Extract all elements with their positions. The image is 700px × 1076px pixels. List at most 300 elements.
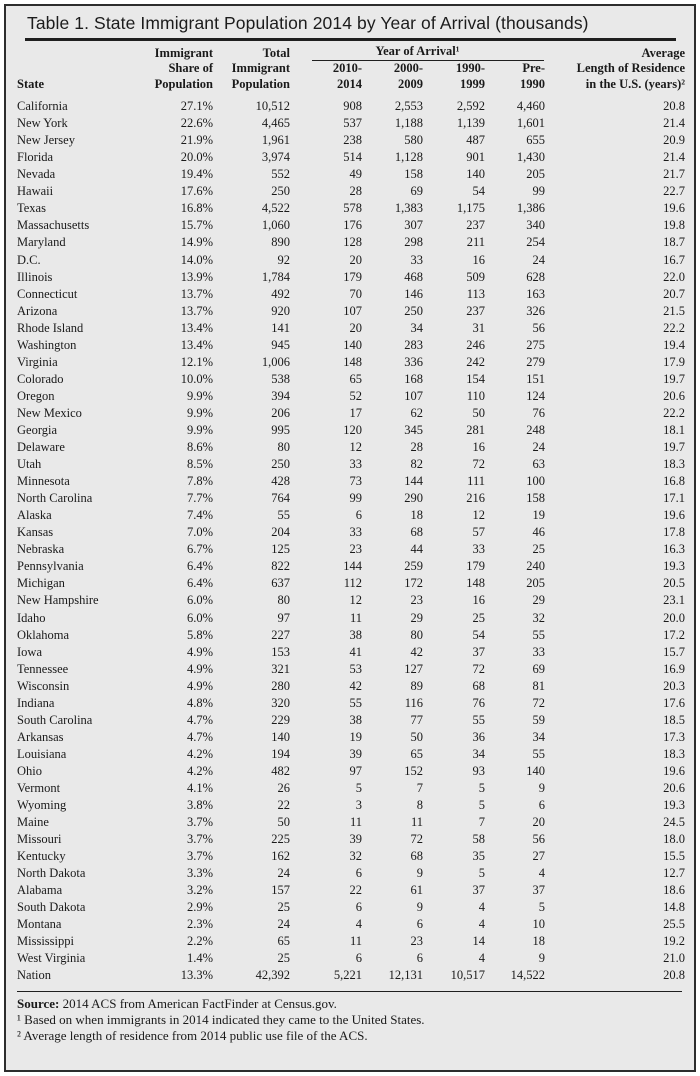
cell-arrival-pre-1990: 56 <box>532 832 545 847</box>
cell-state: Massachusetts <box>17 218 90 233</box>
cell-arrival-2010-2014: 5 <box>355 780 362 795</box>
cell-arrival-1990-1999: 57 <box>472 525 485 540</box>
cell-arrival-2000-2009: 8 <box>416 798 423 813</box>
cell-state: Washington <box>17 337 77 352</box>
cell-arrival-2010-2014: 52 <box>349 388 362 403</box>
cell-arrival-pre-1990: 1,386 <box>516 201 545 216</box>
cell-total: 80 <box>277 593 290 608</box>
cell-arrival-2000-2009: 6 <box>416 951 423 966</box>
table-row <box>17 405 685 422</box>
cell-state: Ohio <box>17 763 42 778</box>
table-row <box>17 865 685 882</box>
cell-avg-length-residence: 21.0 <box>663 951 685 966</box>
cell-total: 321 <box>271 661 290 676</box>
table-row <box>17 166 685 183</box>
header-state: State <box>17 76 45 91</box>
cell-arrival-pre-1990: 99 <box>532 184 545 199</box>
cell-arrival-1990-1999: 34 <box>472 746 485 761</box>
cell-share: 13.3% <box>180 968 213 983</box>
cell-arrival-2010-2014: 20 <box>349 252 362 267</box>
cell-avg-length-residence: 19.6 <box>663 508 685 523</box>
cell-arrival-1990-1999: 25 <box>472 610 485 625</box>
cell-state: Nebraska <box>17 542 65 557</box>
cell-arrival-1990-1999: 154 <box>466 371 485 386</box>
cell-share: 14.9% <box>180 235 213 250</box>
cell-arrival-2010-2014: 97 <box>349 763 362 778</box>
cell-state: North Dakota <box>17 866 86 881</box>
table-row <box>17 950 685 967</box>
cell-share: 13.7% <box>180 286 213 301</box>
table-row <box>17 678 685 695</box>
cell-share: 4.8% <box>186 695 213 710</box>
cell-share: 3.3% <box>186 866 213 881</box>
cell-arrival-2010-2014: 6 <box>355 951 362 966</box>
cell-arrival-2000-2009: 23 <box>410 593 423 608</box>
cell-state: Arkansas <box>17 729 64 744</box>
cell-avg-length-residence: 23.1 <box>663 593 685 608</box>
cell-share: 2.2% <box>186 934 213 949</box>
cell-state: Mississippi <box>17 934 74 949</box>
cell-arrival-2010-2014: 70 <box>349 286 362 301</box>
cell-state: New Mexico <box>17 405 82 420</box>
header-2010-2014 <box>290 61 362 98</box>
cell-total: 1,784 <box>261 269 290 284</box>
cell-avg-length-residence: 18.0 <box>663 832 685 847</box>
cell-arrival-2010-2014: 12 <box>349 593 362 608</box>
cell-arrival-2000-2009: 65 <box>410 746 423 761</box>
cell-share: 13.4% <box>180 337 213 352</box>
cell-arrival-2000-2009: 336 <box>404 354 423 369</box>
header-line: Immigrant <box>154 45 213 60</box>
source-text: 2014 ACS from American FactFinder at Census.gov. <box>59 996 337 1012</box>
table-row <box>17 899 685 916</box>
table-row <box>17 320 685 337</box>
cell-share: 4.7% <box>186 712 213 727</box>
cell-share: 15.7% <box>180 218 213 233</box>
cell-arrival-pre-1990: 158 <box>526 491 545 506</box>
cell-arrival-2010-2014: 12 <box>349 440 362 455</box>
cell-arrival-2000-2009: 9 <box>416 900 423 915</box>
cell-state: Alaska <box>17 508 52 523</box>
header-pre-1990 <box>485 61 545 98</box>
cell-total: 157 <box>271 883 290 898</box>
footnotes <box>6 992 694 1043</box>
cell-state: Texas <box>17 201 46 216</box>
cell-arrival-1990-1999: 33 <box>472 542 485 557</box>
cell-arrival-pre-1990: 163 <box>526 286 545 301</box>
cell-arrival-1990-1999: 237 <box>466 303 485 318</box>
cell-arrival-2000-2009: 80 <box>410 627 423 642</box>
cell-avg-length-residence: 20.6 <box>663 388 685 403</box>
cell-avg-length-residence: 18.5 <box>663 712 685 727</box>
header-line: Length of Residence <box>576 61 685 76</box>
table-row <box>17 746 685 763</box>
cell-arrival-1990-1999: 113 <box>466 286 485 301</box>
cell-arrival-2010-2014: 39 <box>349 746 362 761</box>
table-row <box>17 286 685 303</box>
header-line: Population <box>154 76 213 91</box>
cell-total: 65 <box>277 934 290 949</box>
cell-total: 250 <box>271 457 290 472</box>
cell-state: South Carolina <box>17 712 93 727</box>
cell-total: 428 <box>271 474 290 489</box>
table-row <box>17 456 685 473</box>
cell-arrival-2000-2009: 6 <box>416 917 423 932</box>
cell-arrival-2010-2014: 53 <box>349 661 362 676</box>
cell-total: 4,465 <box>261 116 290 131</box>
table-row <box>17 780 685 797</box>
cell-share: 3.7% <box>186 832 213 847</box>
cell-arrival-1990-1999: 93 <box>472 763 485 778</box>
header-line: 1990- <box>455 61 485 76</box>
header-1990-1999 <box>423 61 485 98</box>
cell-total: 995 <box>271 422 290 437</box>
cell-arrival-2010-2014: 65 <box>349 371 362 386</box>
cell-avg-length-residence: 17.6 <box>663 695 685 710</box>
cell-avg-length-residence: 19.8 <box>663 218 685 233</box>
cell-arrival-2010-2014: 38 <box>349 712 362 727</box>
header-line: Immigrant <box>231 61 290 76</box>
cell-state: Minnesota <box>17 474 70 489</box>
cell-avg-length-residence: 20.5 <box>663 576 685 591</box>
cell-arrival-2010-2014: 28 <box>349 184 362 199</box>
cell-arrival-2010-2014: 6 <box>355 508 362 523</box>
cell-state: Utah <box>17 457 42 472</box>
cell-avg-length-residence: 15.5 <box>663 849 685 864</box>
cell-total: 822 <box>271 559 290 574</box>
table-row <box>17 337 685 354</box>
table-row <box>17 592 685 609</box>
cell-arrival-pre-1990: 55 <box>532 627 545 642</box>
table-row <box>17 132 685 149</box>
cell-share: 19.4% <box>180 167 213 182</box>
cell-share: 1.4% <box>186 951 213 966</box>
cell-arrival-2000-2009: 1,383 <box>394 201 423 216</box>
cell-state: Delaware <box>17 440 65 455</box>
table-row <box>17 575 685 592</box>
table-frame <box>4 4 696 1072</box>
cell-state: Rhode Island <box>17 320 84 335</box>
source-label: Source: <box>17 996 60 1012</box>
cell-avg-length-residence: 20.3 <box>663 678 685 693</box>
cell-arrival-2000-2009: 298 <box>404 235 423 250</box>
cell-total: 92 <box>277 252 290 267</box>
cell-arrival-2010-2014: 578 <box>343 201 362 216</box>
table-row <box>17 695 685 712</box>
cell-arrival-2010-2014: 6 <box>355 900 362 915</box>
cell-arrival-pre-1990: 55 <box>532 746 545 761</box>
cell-total: 24 <box>277 917 290 932</box>
cell-arrival-2000-2009: 127 <box>404 661 423 676</box>
cell-total: 25 <box>277 900 290 915</box>
cell-share: 14.0% <box>180 252 213 267</box>
header-total-immigrant <box>213 44 290 99</box>
title-divider <box>25 38 676 41</box>
cell-arrival-pre-1990: 72 <box>532 695 545 710</box>
cell-share: 22.6% <box>180 116 213 131</box>
table-row <box>17 371 685 388</box>
table-row <box>17 610 685 627</box>
cell-total: 1,961 <box>261 133 290 148</box>
cell-arrival-pre-1990: 1,601 <box>516 116 545 131</box>
cell-arrival-2000-2009: 33 <box>410 252 423 267</box>
cell-arrival-2010-2014: 107 <box>343 303 362 318</box>
cell-total: 26 <box>277 780 290 795</box>
cell-state: New Jersey <box>17 133 75 148</box>
table-row <box>17 115 685 132</box>
cell-avg-length-residence: 16.8 <box>663 474 685 489</box>
cell-avg-length-residence: 19.3 <box>663 798 685 813</box>
cell-arrival-2010-2014: 23 <box>349 542 362 557</box>
cell-state: Oregon <box>17 388 55 403</box>
cell-arrival-2010-2014: 11 <box>349 934 362 949</box>
cell-arrival-pre-1990: 240 <box>526 559 545 574</box>
cell-share: 4.1% <box>186 780 213 795</box>
cell-state: Arizona <box>17 303 58 318</box>
cell-state: Virginia <box>17 354 58 369</box>
header-line: Population <box>231 76 290 91</box>
cell-arrival-2010-2014: 120 <box>343 422 362 437</box>
cell-arrival-1990-1999: 68 <box>472 678 485 693</box>
table-row <box>17 661 685 678</box>
cell-total: 227 <box>271 627 290 642</box>
cell-arrival-1990-1999: 10,517 <box>450 968 485 983</box>
cell-share: 21.9% <box>180 133 213 148</box>
table-row <box>17 712 685 729</box>
cell-total: 50 <box>277 815 290 830</box>
cell-avg-length-residence: 18.3 <box>663 746 685 761</box>
cell-arrival-2000-2009: 77 <box>410 712 423 727</box>
cell-share: 10.0% <box>180 371 213 386</box>
cell-arrival-2010-2014: 3 <box>355 798 362 813</box>
cell-arrival-2010-2014: 908 <box>343 99 362 114</box>
cell-arrival-1990-1999: 50 <box>472 405 485 420</box>
cell-arrival-2000-2009: 146 <box>404 286 423 301</box>
cell-arrival-2000-2009: 250 <box>404 303 423 318</box>
cell-share: 3.7% <box>186 815 213 830</box>
header-line: 2014 <box>337 76 362 91</box>
cell-share: 6.7% <box>186 542 213 557</box>
cell-arrival-pre-1990: 81 <box>532 678 545 693</box>
cell-state: South Dakota <box>17 900 86 915</box>
cell-share: 12.1% <box>180 354 213 369</box>
cell-arrival-pre-1990: 4,460 <box>516 99 545 114</box>
cell-share: 2.3% <box>186 917 213 932</box>
cell-arrival-2000-2009: 107 <box>404 388 423 403</box>
cell-total: 125 <box>271 542 290 557</box>
cell-total: 1,006 <box>261 354 290 369</box>
table-body <box>17 98 685 984</box>
cell-avg-length-residence: 18.7 <box>663 235 685 250</box>
cell-arrival-1990-1999: 35 <box>472 849 485 864</box>
cell-arrival-2000-2009: 11 <box>410 815 423 830</box>
cell-total: 10,512 <box>255 99 290 114</box>
cell-share: 6.0% <box>186 610 213 625</box>
cell-arrival-pre-1990: 33 <box>532 644 545 659</box>
cell-arrival-2010-2014: 22 <box>349 883 362 898</box>
cell-avg-length-residence: 19.6 <box>663 201 685 216</box>
cell-share: 7.7% <box>186 491 213 506</box>
cell-arrival-2000-2009: 168 <box>404 371 423 386</box>
header-line: 1999 <box>460 76 485 91</box>
cell-arrival-1990-1999: 58 <box>472 832 485 847</box>
cell-arrival-2000-2009: 345 <box>404 422 423 437</box>
cell-avg-length-residence: 20.7 <box>663 286 685 301</box>
cell-state: Colorado <box>17 371 64 386</box>
cell-arrival-2010-2014: 17 <box>349 405 362 420</box>
table-row <box>17 814 685 831</box>
cell-arrival-pre-1990: 32 <box>532 610 545 625</box>
cell-arrival-2000-2009: 68 <box>410 525 423 540</box>
cell-arrival-1990-1999: 4 <box>478 917 485 932</box>
cell-arrival-pre-1990: 63 <box>532 457 545 472</box>
cell-arrival-pre-1990: 69 <box>532 661 545 676</box>
cell-state: Maryland <box>17 235 66 250</box>
cell-arrival-2000-2009: 116 <box>404 695 423 710</box>
table-row <box>17 831 685 848</box>
cell-state: Nation <box>17 968 52 983</box>
cell-share: 3.8% <box>186 798 213 813</box>
cell-state: Wisconsin <box>17 678 70 693</box>
cell-share: 6.4% <box>186 559 213 574</box>
cell-share: 4.9% <box>186 644 213 659</box>
cell-avg-length-residence: 17.1 <box>663 491 685 506</box>
cell-avg-length-residence: 17.2 <box>663 627 685 642</box>
cell-arrival-2000-2009: 72 <box>410 832 423 847</box>
cell-arrival-2000-2009: 259 <box>404 559 423 574</box>
cell-arrival-2010-2014: 11 <box>349 610 362 625</box>
header-year-of-arrival-group <box>290 44 545 62</box>
table-row <box>17 933 685 950</box>
table-row <box>17 490 685 507</box>
cell-arrival-pre-1990: 5 <box>538 900 545 915</box>
cell-arrival-pre-1990: 9 <box>538 780 545 795</box>
cell-arrival-1990-1999: 12 <box>472 508 485 523</box>
cell-share: 4.2% <box>186 763 213 778</box>
cell-arrival-1990-1999: 4 <box>478 900 485 915</box>
cell-arrival-2000-2009: 62 <box>410 405 423 420</box>
cell-arrival-1990-1999: 242 <box>466 354 485 369</box>
cell-state: Pennsylvania <box>17 559 84 574</box>
cell-arrival-1990-1999: 246 <box>466 337 485 352</box>
cell-share: 13.9% <box>180 269 213 284</box>
cell-share: 7.0% <box>186 525 213 540</box>
cell-total: 492 <box>271 286 290 301</box>
cell-state: Florida <box>17 150 54 165</box>
table-row <box>17 507 685 524</box>
cell-avg-length-residence: 15.7 <box>663 644 685 659</box>
cell-arrival-1990-1999: 76 <box>472 695 485 710</box>
cell-arrival-pre-1990: 9 <box>538 951 545 966</box>
cell-arrival-2000-2009: 7 <box>416 780 423 795</box>
cell-arrival-pre-1990: 628 <box>526 269 545 284</box>
cell-state: Missouri <box>17 832 62 847</box>
cell-total: 4,522 <box>261 201 290 216</box>
table-row <box>17 439 685 456</box>
cell-arrival-2000-2009: 23 <box>410 934 423 949</box>
cell-total: 140 <box>271 729 290 744</box>
table-row <box>17 729 685 746</box>
table-title: Table 1. State Immigrant Population 2014 by Year of Arrival (thousands) <box>27 13 589 33</box>
table-row <box>17 882 685 899</box>
cell-share: 7.4% <box>186 508 213 523</box>
cell-share: 7.8% <box>186 474 213 489</box>
table-row <box>17 916 685 933</box>
cell-arrival-pre-1990: 37 <box>532 883 545 898</box>
cell-state: Iowa <box>17 644 42 659</box>
cell-arrival-2010-2014: 73 <box>349 474 362 489</box>
cell-arrival-pre-1990: 100 <box>526 474 545 489</box>
cell-arrival-1990-1999: 901 <box>466 150 485 165</box>
cell-arrival-1990-1999: 37 <box>472 883 485 898</box>
cell-share: 8.6% <box>186 440 213 455</box>
cell-arrival-2000-2009: 89 <box>410 678 423 693</box>
cell-share: 9.9% <box>186 422 213 437</box>
cell-avg-length-residence: 19.4 <box>663 337 685 352</box>
cell-total: 552 <box>271 167 290 182</box>
cell-arrival-2000-2009: 580 <box>404 133 423 148</box>
cell-arrival-2010-2014: 32 <box>349 849 362 864</box>
cell-arrival-1990-1999: 216 <box>466 491 485 506</box>
cell-total: 25 <box>277 951 290 966</box>
cell-share: 6.4% <box>186 576 213 591</box>
source-note <box>17 996 680 1012</box>
cell-arrival-pre-1990: 27 <box>532 849 545 864</box>
cell-arrival-1990-1999: 72 <box>472 457 485 472</box>
cell-arrival-1990-1999: 37 <box>472 644 485 659</box>
cell-total: 22 <box>277 798 290 813</box>
header-avg-length-residence <box>545 44 685 99</box>
cell-arrival-2010-2014: 4 <box>355 917 362 932</box>
table-row <box>17 98 685 115</box>
cell-arrival-pre-1990: 248 <box>526 422 545 437</box>
cell-arrival-2000-2009: 69 <box>410 184 423 199</box>
table-row <box>17 149 685 166</box>
cell-avg-length-residence: 16.3 <box>663 542 685 557</box>
cell-arrival-pre-1990: 326 <box>526 303 545 318</box>
cell-arrival-1990-1999: 36 <box>472 729 485 744</box>
cell-arrival-1990-1999: 148 <box>466 576 485 591</box>
cell-arrival-1990-1999: 110 <box>466 388 485 403</box>
cell-avg-length-residence: 22.2 <box>663 320 685 335</box>
cell-arrival-pre-1990: 140 <box>526 763 545 778</box>
table-row <box>17 234 685 251</box>
cell-total: 945 <box>271 337 290 352</box>
cell-state: Louisiana <box>17 746 67 761</box>
cell-state: Maine <box>17 815 49 830</box>
cell-total: 206 <box>271 405 290 420</box>
cell-state: Vermont <box>17 780 61 795</box>
cell-total: 162 <box>271 849 290 864</box>
table-header <box>17 44 685 99</box>
cell-avg-length-residence: 21.5 <box>663 303 685 318</box>
cell-arrival-1990-1999: 16 <box>472 252 485 267</box>
cell-total: 250 <box>271 184 290 199</box>
cell-avg-length-residence: 19.7 <box>663 440 685 455</box>
cell-state: Indiana <box>17 695 55 710</box>
cell-share: 3.2% <box>186 883 213 898</box>
cell-arrival-1990-1999: 31 <box>472 320 485 335</box>
cell-state: Connecticut <box>17 286 78 301</box>
cell-arrival-pre-1990: 275 <box>526 337 545 352</box>
cell-arrival-2010-2014: 537 <box>343 116 362 131</box>
table-row <box>17 558 685 575</box>
cell-state: Montana <box>17 917 62 932</box>
cell-share: 4.7% <box>186 729 213 744</box>
cell-arrival-pre-1990: 19 <box>532 508 545 523</box>
cell-avg-length-residence: 18.6 <box>663 883 685 898</box>
cell-state: California <box>17 99 68 114</box>
